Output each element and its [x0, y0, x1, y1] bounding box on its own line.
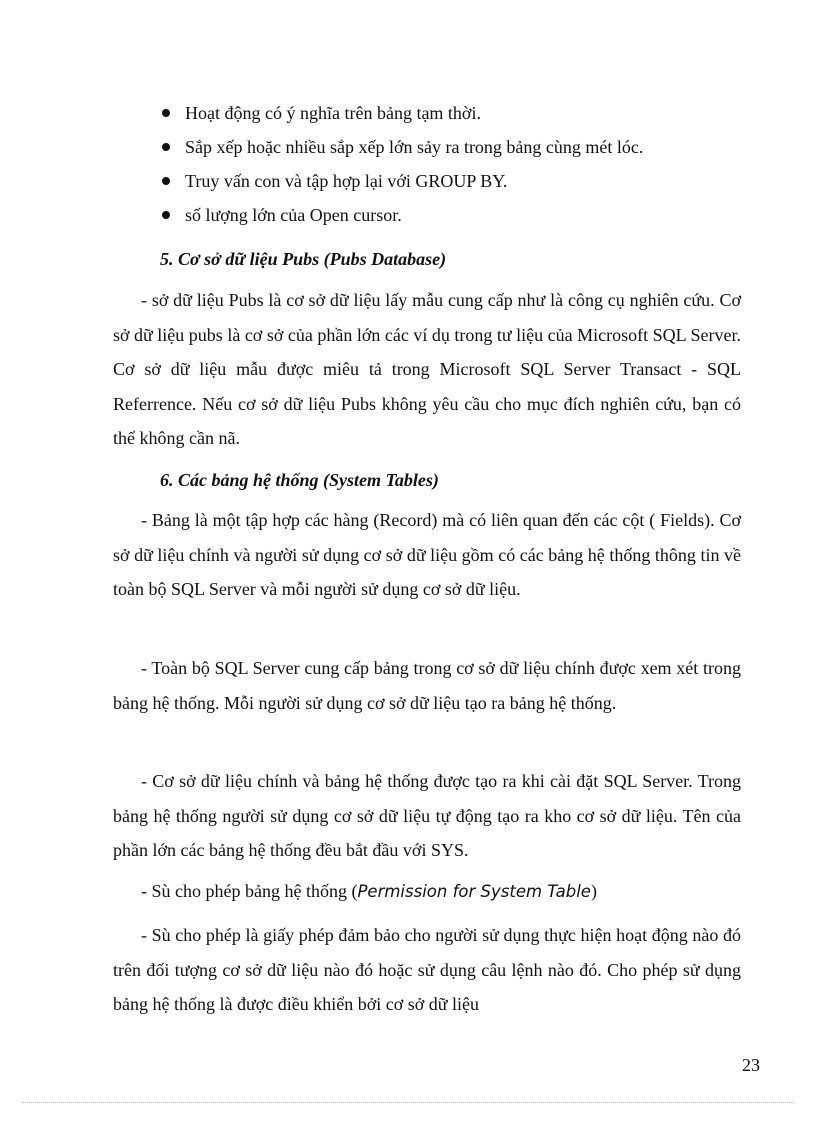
permission-prefix: - Sù cho phép bảng hệ thống ( — [141, 881, 358, 901]
bullet-icon — [162, 177, 170, 185]
section-5-paragraph: - sở dữ liệu Pubs là cơ sở dữ liệu lấy mẫu cung cấp như là công cụ nghiên cứu. Cơ sở dữ liệu pubs là cơ sở của phần lớn các ví dụ trong tư liệu của Microsoft SQL Server. Cơ sở dữ liệu mẫu được miêu tả trong Microsoft SQL Server Transact - SQL Referrence. Nếu cơ sở dữ liệu Pubs không yêu cầu cho mục đích nghiên cứu, bạn có thể không cần nã. — [113, 290, 741, 448]
bullet-icon — [162, 143, 170, 151]
list-item-text: Sắp xếp hoặc nhiều sắp xếp lớn sảy ra trong bảng cùng mét lóc. — [185, 137, 644, 157]
page-number: 23 — [742, 1055, 760, 1075]
list-item-text: số lượng lớn của Open cursor. — [185, 205, 402, 225]
section-6-last-paragraph: - Sù cho phép là giấy phép đảm bảo cho người sử dụng thực hiện hoạt động nào đó trên đối tượng cơ sở dữ liệu nào đó hoặc sử dụng câu lệnh nào đó. Cho phép sử dụng bảng hệ thống là được điều khiển bởi cơ sở dữ liệu — [113, 925, 741, 1014]
list-item — [160, 100, 760, 126]
permission-term: Permission for System Table — [357, 882, 591, 901]
list-item — [160, 168, 760, 194]
list-item-text: Truy vấn con và tập hợp lại với GROUP BY. — [185, 171, 508, 191]
list-item — [160, 202, 760, 228]
section-6-paragraph-3: - Cơ sở dữ liệu chính và bảng hệ thống được tạo ra khi cài đặt SQL Server. Trong bảng hệ thống người sử dụng cơ sở dữ liệu tự động tạo ra kho cơ sở dữ liệu. Tên của phần lớn các bảng hệ thống đều bắt đầu với SYS. — [113, 771, 741, 860]
bullet-icon — [162, 109, 170, 117]
bullet-list — [160, 100, 760, 236]
section-6-paragraph-2: - Toàn bộ SQL Server cung cấp bảng trong cơ sở dữ liệu chính được xem xét trong bảng hệ thống. Mỗi người sử dụng cơ sở dữ liệu tạo ra bảng hệ thống. — [113, 658, 741, 713]
permission-line — [113, 874, 741, 910]
footer-divider — [22, 1102, 794, 1103]
permission-suffix: ) — [590, 881, 597, 901]
section-6-paragraph-1: - Bảng là một tập hợp các hàng (Record) mà có liên quan đến các cột ( Fields). Cơ sở dữ liệu chính và người sử dụng cơ sở dữ liệu gồm có các bảng hệ thống thông tin về toàn bộ SQL Server và mỗi người sử dụng cơ sở dữ liệu. — [113, 510, 741, 599]
bullet-icon — [162, 211, 170, 219]
section-6-heading: 6. Các bảng hệ thống (System Tables) — [160, 470, 439, 490]
list-item — [160, 134, 760, 160]
list-item-text: Hoạt động có ý nghĩa trên bảng tạm thời. — [185, 103, 481, 123]
section-5-heading: 5. Cơ sở dữ liệu Pubs (Pubs Database) — [160, 249, 447, 269]
